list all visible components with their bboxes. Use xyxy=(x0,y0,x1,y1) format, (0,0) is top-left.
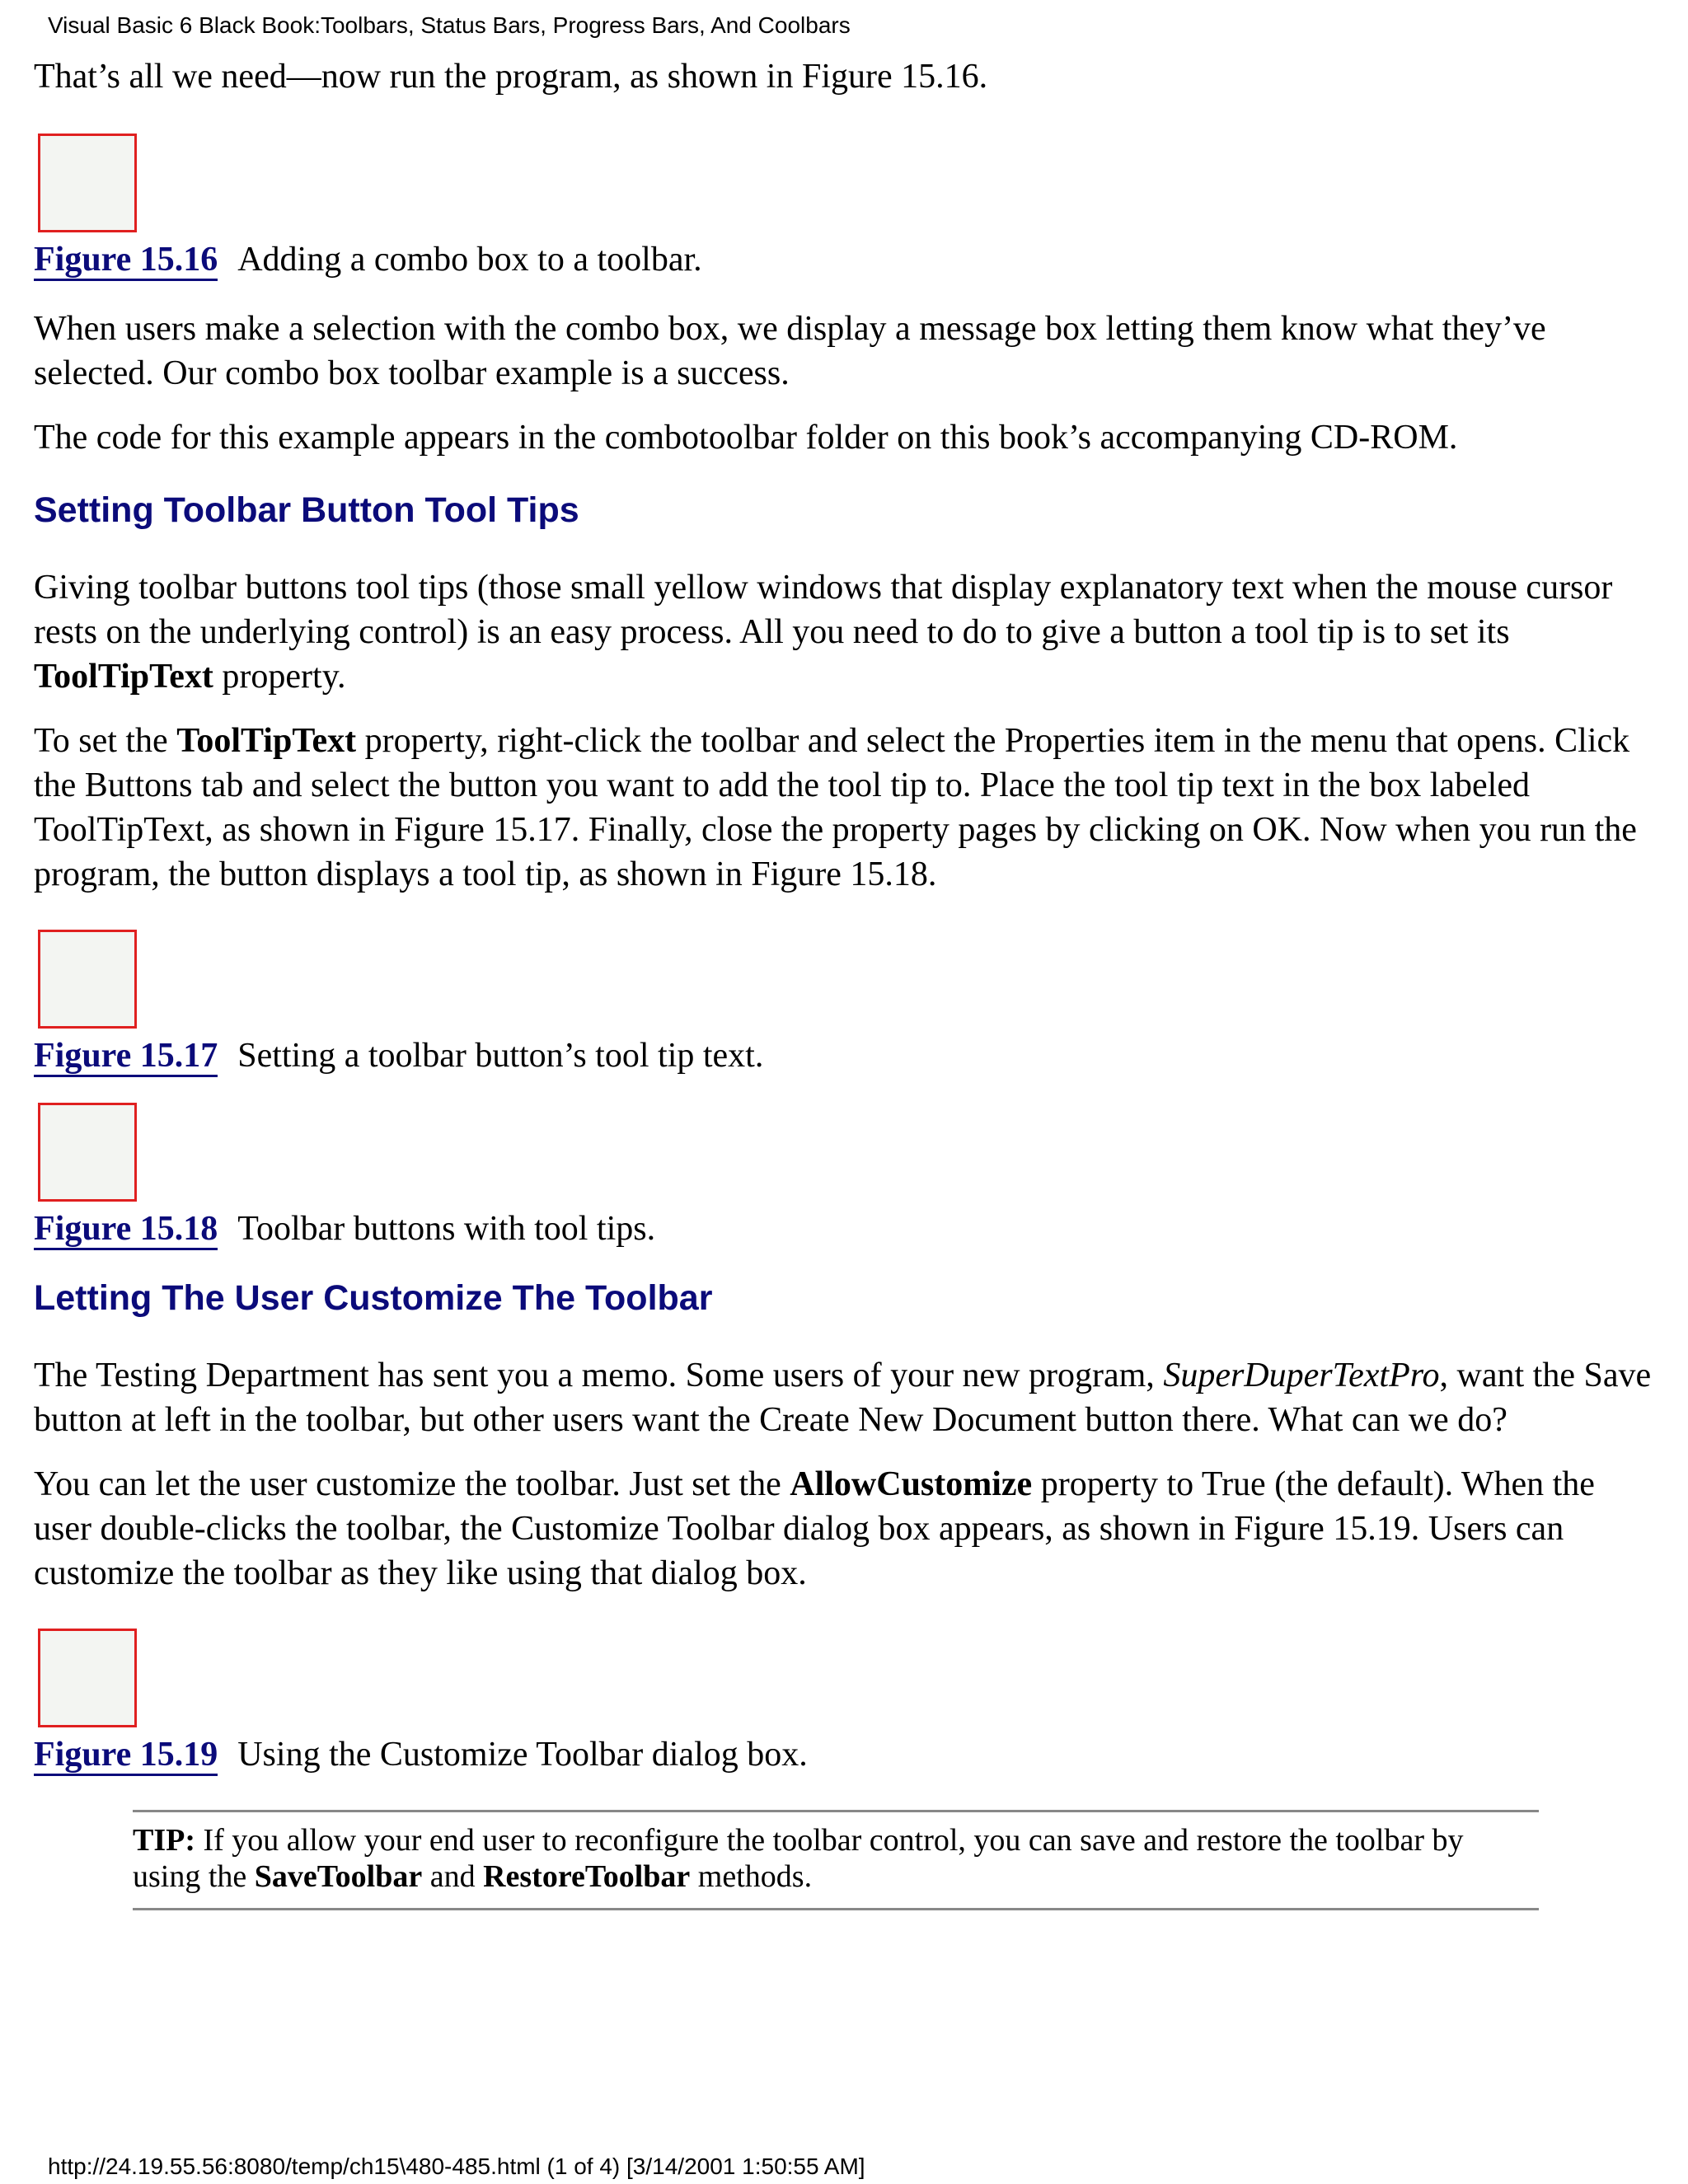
page-header: Visual Basic 6 Black Book:Toolbars, Status Bars, Progress Bars, And Coolbars xyxy=(48,12,851,38)
heading-customize-toolbar: Letting The User Customize The Toolbar xyxy=(34,1278,713,1318)
paragraph-tool-tips-steps: To set the ToolTipText property, right-click the toolbar and select the Properties item in the menu that opens. Click the Buttons tab and select the button you want to add the tool tip to. Place the tool tip text in the box labeled ToolTipText, as shown in Figure 15.17. Finally, close the property pages by clicking on OK. Now when you run the program, the button displays a tool tip, as shown in Figure 15.18. xyxy=(34,722,1637,893)
figure-caption-text: Setting a toolbar button’s tool tip text. xyxy=(237,1037,764,1075)
figure-caption xyxy=(34,237,1654,282)
figure-15-18 xyxy=(34,1103,1654,1251)
broken-image-icon[interactable] xyxy=(38,930,137,1029)
figure-15-17 xyxy=(34,930,1654,1078)
figure-15-16-link[interactable]: Figure 15.16 xyxy=(34,241,218,281)
figure-caption xyxy=(34,1207,1654,1251)
figure-15-18-link[interactable]: Figure 15.18 xyxy=(34,1210,218,1250)
paragraph-combo-selection: When users make a selection with the combo box, we display a message box letting them know what they’ve selected. Our combo box toolbar example is a success. xyxy=(34,310,1546,392)
page-footer-url: http://24.19.55.56:8080/temp/ch15\480-485.html (1 of 4) [3/14/2001 1:50:55 AM] xyxy=(48,2154,865,2179)
article-content xyxy=(34,54,1654,1910)
intro-paragraph: That’s all we need—now run the program, as shown in Figure 15.16. xyxy=(34,58,988,96)
figure-15-19 xyxy=(34,1629,1654,1777)
figure-caption xyxy=(34,1033,1654,1078)
broken-image-icon[interactable] xyxy=(38,134,137,232)
tip-box: TIP: If you allow your end user to reconfigure the toolbar control, you can save and restore the toolbar by using the SaveToolbar and RestoreToolbar methods. xyxy=(133,1810,1539,1910)
paragraph-testing-memo: The Testing Department has sent you a memo. Some users of your new program, SuperDuperTextPro, want the Save button at left in the toolbar, but other users want the Create New Document button there. What can we do? xyxy=(34,1357,1652,1439)
figure-15-16 xyxy=(34,134,1654,282)
paragraph-tool-tips-intro: Giving toolbar buttons tool tips (those small yellow windows that display explanatory text when the mouse cursor rests on the underlying control) is an easy process. All you need to do to give a button a tool tip is to set its ToolTipText property. xyxy=(34,569,1613,696)
figure-15-19-link[interactable]: Figure 15.19 xyxy=(34,1736,218,1776)
heading-tool-tips: Setting Toolbar Button Tool Tips xyxy=(34,490,579,530)
paragraph-combo-code: The code for this example appears in the combotoolbar folder on this book’s accompanying CD-ROM. xyxy=(34,419,1458,457)
figure-caption-text: Using the Customize Toolbar dialog box. xyxy=(237,1736,808,1774)
figure-caption-text: Toolbar buttons with tool tips. xyxy=(237,1210,656,1248)
figure-caption-text: Adding a combo box to a toolbar. xyxy=(237,241,702,279)
broken-image-icon[interactable] xyxy=(38,1629,137,1727)
paragraph-allow-customize: You can let the user customize the toolbar. Just set the AllowCustomize property to True (the default). When the user double-clicks the toolbar, the Customize Toolbar dialog box appears, as shown in Figure 15.19. Users can customize the toolbar as they like using that dialog box. xyxy=(34,1465,1595,1592)
figure-15-17-link[interactable]: Figure 15.17 xyxy=(34,1037,218,1077)
broken-image-icon[interactable] xyxy=(38,1103,137,1202)
tip-label: TIP: xyxy=(133,1823,195,1858)
figure-caption xyxy=(34,1732,1654,1777)
